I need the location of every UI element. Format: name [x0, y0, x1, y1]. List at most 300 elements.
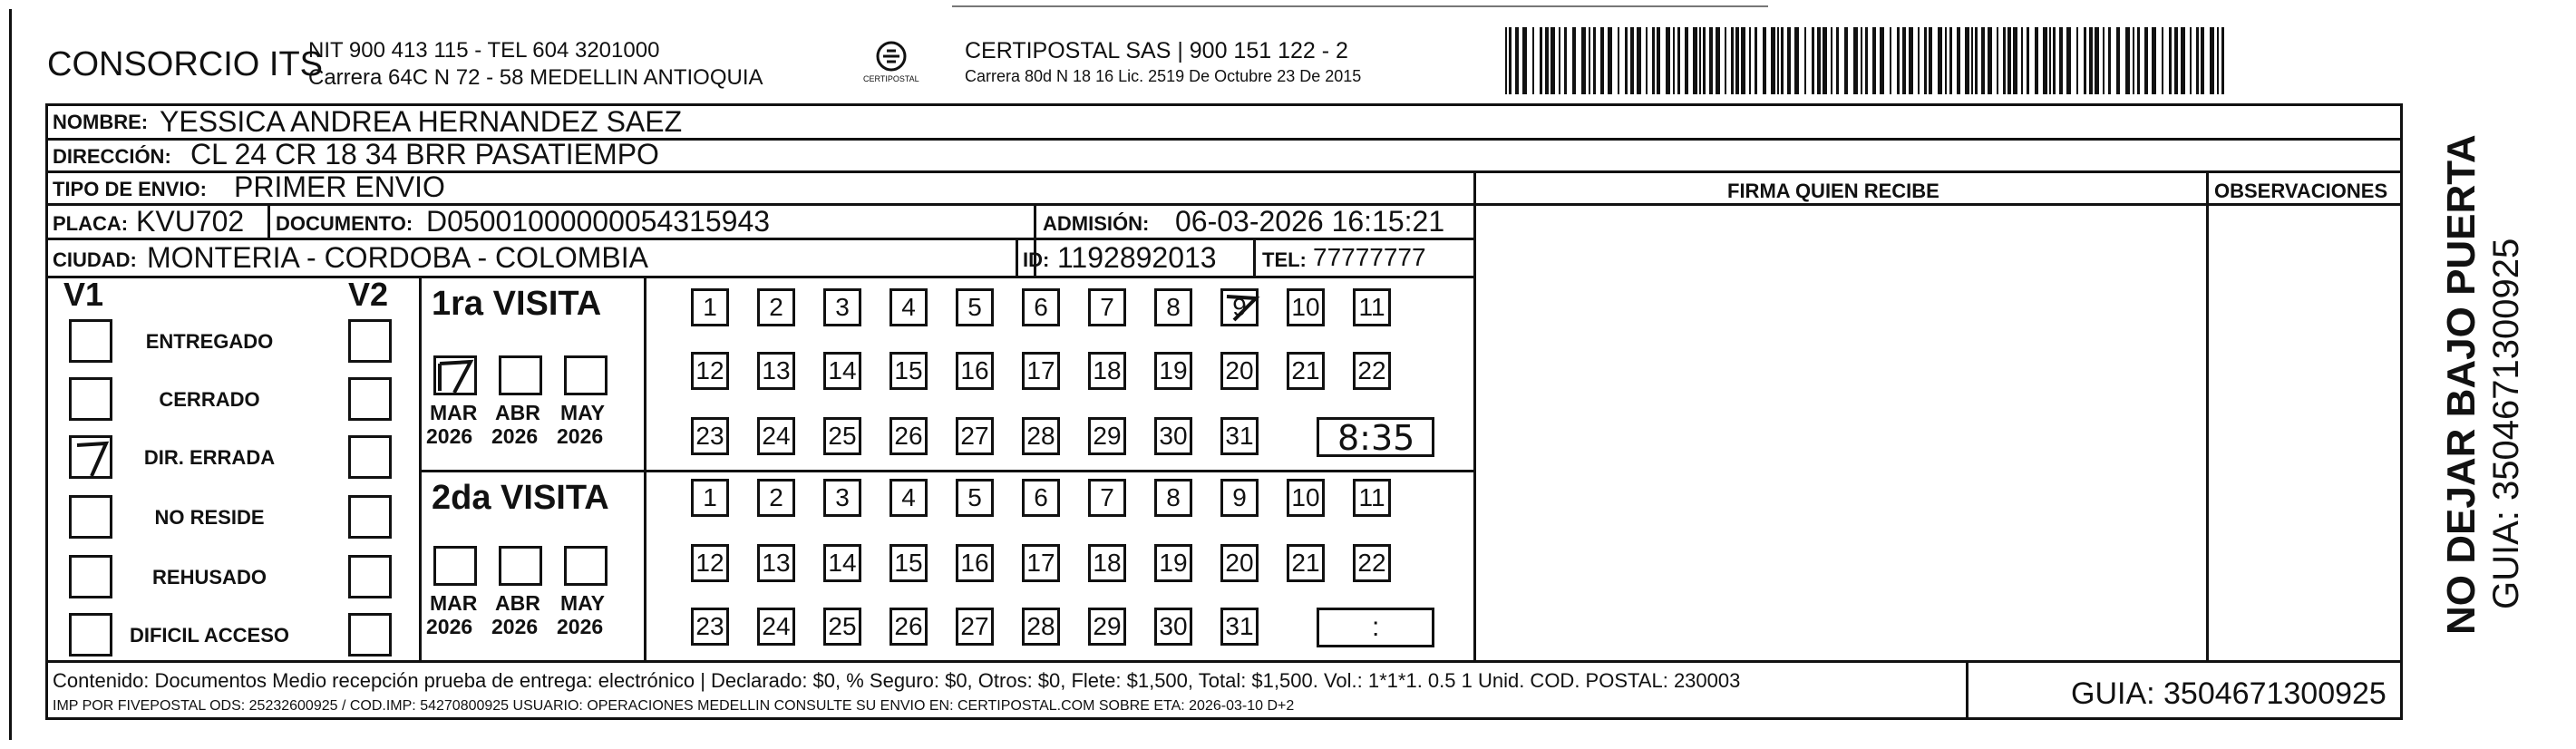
barcode-bar	[1559, 27, 1560, 94]
first-visit-day[interactable]	[1088, 288, 1126, 326]
day-number: 9	[1232, 293, 1247, 321]
barcode-bar	[1564, 27, 1567, 94]
day-number: 11	[1358, 483, 1385, 511]
barcode-bar	[1703, 27, 1706, 94]
barcode-bar	[1823, 27, 1827, 94]
first-visit-day[interactable]	[889, 417, 928, 455]
second-visit-day[interactable]	[1154, 479, 1192, 517]
barcode-bar	[2196, 27, 2199, 94]
id-number: 1192892013	[1057, 241, 1217, 274]
barcode-bar	[1981, 27, 1985, 94]
barcode-bar	[2053, 27, 2056, 94]
day-number: 9	[1232, 483, 1247, 511]
barcode-bar	[2007, 27, 2011, 94]
first-visit-time: 8:35	[1337, 418, 1415, 458]
barcode-bar	[1515, 27, 1519, 94]
first-visit-day[interactable]	[1220, 352, 1259, 390]
v2-checkbox[interactable]	[348, 435, 392, 479]
visit-divider	[419, 470, 1473, 472]
month-check-mark	[436, 358, 476, 394]
signature-header: FIRMA QUIEN RECIBE	[1727, 180, 1939, 202]
second-visit-day[interactable]	[757, 479, 795, 517]
day-number: 25	[828, 422, 857, 450]
second-visit-day[interactable]	[757, 544, 795, 582]
barcode-bar	[1949, 27, 1952, 94]
second-visit-day[interactable]	[1088, 479, 1126, 517]
barcode-bar	[1902, 27, 1906, 94]
barcode-bar	[1755, 27, 1757, 94]
day-number: 25	[828, 612, 857, 640]
month-checkbox[interactable]	[564, 546, 608, 586]
barcode-bar	[1897, 27, 1900, 94]
barcode-bar	[1709, 27, 1713, 94]
second-visit-day[interactable]	[691, 608, 729, 646]
barcode-bar	[1699, 27, 1701, 94]
barcode-bar	[2076, 27, 2078, 94]
second-visit-day[interactable]	[757, 608, 795, 646]
side-guia: GUIA: 3504671300925	[2486, 238, 2526, 609]
print-line: IMP POR FIVEPOSTAL ODS: 25232600925 / COD.IMP: 54270800925 USUARIO: OPERACIONES MEDELLIN CONSULTE SU ENVIO EN: CERTIPOSTAL.COM SOBRE ETA: 2026-03-10 D+2	[53, 698, 1295, 714]
year-label: 2026	[426, 615, 473, 638]
second-visit-day[interactable]	[1220, 544, 1259, 582]
barcode-bar	[1924, 27, 1927, 94]
barcode-bar	[2003, 27, 2006, 94]
first-visit-day[interactable]	[1022, 352, 1060, 390]
barcode-bar	[1853, 27, 1858, 94]
content-line: Contenido: Documentos Medio recepción prueba de entrega: electrónico | Declarado: $0, % Seguro: $0, Otros: $0, Flete: $1,500, Total: $1,500. Vol.: 1*1*1. 0.5 1 Unid. COD. POSTAL: 230003	[53, 669, 1741, 692]
barcode-bar	[1988, 27, 1992, 94]
second-visit-day[interactable]	[889, 544, 928, 582]
barcode-bar	[1540, 27, 1542, 94]
barcode-bar	[1965, 27, 1969, 94]
barcode-bar	[1880, 27, 1884, 94]
day-number: 26	[894, 422, 923, 450]
day-number: 2	[769, 483, 783, 511]
barcode-bar	[1625, 27, 1628, 94]
company-address: Carrera 64C N 72 - 58 MEDELLIN ANTIOQUIA	[308, 65, 763, 90]
barcode-bar	[2217, 27, 2219, 94]
barcode-bar	[1945, 27, 1947, 94]
barcode-bar	[1652, 27, 1655, 94]
barcode-bar	[1957, 27, 1960, 94]
barcode	[1505, 27, 2231, 94]
second-visit-day[interactable]	[823, 544, 861, 582]
month-checkbox[interactable]	[564, 355, 608, 395]
month-label: ABR	[495, 591, 540, 615]
day-number: 14	[828, 356, 857, 384]
day-number: 13	[762, 356, 791, 384]
day-number: 18	[1093, 549, 1122, 577]
month-checkbox[interactable]	[499, 546, 542, 586]
status-label: REHUSADO	[152, 566, 267, 588]
day-number: 21	[1291, 549, 1320, 577]
v2-checkbox[interactable]	[348, 555, 392, 598]
day-number: 2	[769, 293, 783, 321]
day-number: 26	[894, 612, 923, 640]
second-visit-time-box[interactable]	[1317, 608, 1434, 647]
barcode-bar	[2084, 27, 2086, 94]
barcode-bar	[2049, 27, 2051, 94]
barcode-bar	[1550, 27, 1555, 94]
v2-checkbox[interactable]	[348, 319, 392, 363]
barcode-bar	[2221, 27, 2224, 94]
first-visit-day[interactable]	[1353, 288, 1391, 326]
barcode-bar	[1844, 27, 1848, 94]
day-number: 3	[835, 483, 850, 511]
day-number: 17	[1026, 356, 1055, 384]
second-visit-day[interactable]	[1220, 608, 1259, 646]
second-visit-day[interactable]	[1287, 479, 1325, 517]
month-checkbox[interactable]	[433, 546, 477, 586]
document-label: DOCUMENTO:	[276, 212, 413, 235]
month-checkbox[interactable]	[499, 355, 542, 395]
first-visit-day[interactable]	[691, 417, 729, 455]
top-edge-line	[952, 5, 1768, 7]
day-number: 31	[1225, 422, 1254, 450]
barcode-bar	[2013, 27, 2017, 94]
year-label: 2026	[557, 615, 604, 638]
barcode-bar	[2162, 27, 2163, 94]
v2-checkbox[interactable]	[348, 495, 392, 539]
barcode-bar	[1666, 27, 1670, 94]
barcode-bar	[1532, 27, 1534, 94]
second-visit-day[interactable]	[1088, 544, 1126, 582]
barcode-bar	[1725, 27, 1726, 94]
day-number: 23	[695, 612, 724, 640]
barcode-bar	[1572, 27, 1576, 94]
barcode-bar	[1794, 27, 1799, 94]
barcode-bar	[2066, 27, 2071, 94]
day-number: 15	[894, 549, 923, 577]
first-visit-day[interactable]	[1220, 288, 1259, 326]
no-dejar-notice: NO DEJAR BAJO PUERTA	[2439, 134, 2484, 635]
barcode-bar	[1771, 27, 1775, 94]
day-number: 10	[1291, 483, 1320, 511]
tel-number: 77777777	[1313, 243, 1426, 271]
barcode-bar	[2095, 27, 2099, 94]
day-number: 6	[1034, 293, 1048, 321]
day-number: 12	[695, 356, 724, 384]
second-visit-day[interactable]	[956, 544, 994, 582]
barcode-bar	[1918, 27, 1920, 94]
first-visit-time-box[interactable]	[1317, 417, 1434, 457]
day-number: 1	[703, 293, 717, 321]
barcode-bar	[2169, 27, 2172, 94]
status-label: ENTREGADO	[145, 330, 274, 353]
barcode-bar	[1505, 27, 1507, 94]
footer-guia: GUIA: 3504671300925	[2071, 676, 2386, 711]
barcode-bar	[2116, 27, 2120, 94]
barcode-bar	[2210, 27, 2214, 94]
year-label: 2026	[491, 424, 539, 448]
barcode-bar	[2027, 27, 2029, 94]
v2-label: V2	[348, 276, 389, 313]
day-number: 31	[1225, 612, 1254, 640]
barcode-bar	[1831, 27, 1832, 94]
second-visit-day[interactable]	[823, 479, 861, 517]
day-number: 15	[894, 356, 923, 384]
v2-checkbox[interactable]	[348, 377, 392, 421]
col-line	[644, 276, 646, 662]
document-number: D05001000000054315943	[426, 205, 771, 238]
second-visit-day[interactable]	[1022, 544, 1060, 582]
day-number: 28	[1026, 422, 1055, 450]
barcode-bar	[1735, 27, 1739, 94]
day-number: 27	[960, 422, 989, 450]
barcode-bar	[2137, 27, 2140, 94]
tel-label: TEL:	[1262, 248, 1307, 271]
year-label: 2026	[426, 424, 473, 448]
logo-text: CERTIPOSTAL	[863, 74, 919, 83]
observations-area[interactable]	[2209, 206, 2401, 659]
second-visit-day[interactable]	[1088, 608, 1126, 646]
day-number: 11	[1358, 293, 1385, 321]
first-visit-day[interactable]	[1287, 288, 1325, 326]
company-name: CONSORCIO ITS	[47, 45, 324, 83]
second-visit-day[interactable]	[1154, 544, 1192, 582]
barcode-bar	[2103, 27, 2105, 94]
second-visit-day[interactable]	[823, 608, 861, 646]
barcode-bar	[1836, 27, 1839, 94]
first-visit-day[interactable]	[1154, 352, 1192, 390]
second-visit-day[interactable]	[691, 479, 729, 517]
first-visit-title: 1ra VISITA	[432, 285, 602, 323]
barcode-bar	[1581, 27, 1586, 94]
day-number: 20	[1225, 549, 1254, 577]
second-visit-day[interactable]	[691, 544, 729, 582]
second-visit-day[interactable]	[889, 479, 928, 517]
barcode-bar	[1890, 27, 1891, 94]
barcode-bar	[1741, 27, 1745, 94]
barcode-bar	[1817, 27, 1821, 94]
barcode-bar	[1804, 27, 1806, 94]
barcode-bar	[2152, 27, 2156, 94]
day-number: 3	[835, 293, 850, 321]
barcode-bar	[1777, 27, 1779, 94]
barcode-bar	[2133, 27, 2134, 94]
barcode-bar	[1731, 27, 1734, 94]
send-type: PRIMER ENVIO	[234, 170, 445, 203]
col-line	[267, 203, 270, 239]
barcode-bar	[2035, 27, 2038, 94]
first-visit-day[interactable]	[691, 288, 729, 326]
first-visit-day[interactable]	[757, 417, 795, 455]
status-label: DIFICIL ACCESO	[129, 624, 289, 647]
col-line	[1016, 238, 1018, 277]
day-number: 14	[828, 549, 857, 577]
city-label: CIUDAD:	[53, 248, 137, 271]
col-line	[419, 276, 422, 662]
send-type-label: TIPO DE ENVIO:	[53, 178, 207, 200]
certipostal-line: CERTIPOSTAL SAS | 900 151 122 - 2	[965, 38, 1348, 63]
barcode-bar	[1608, 27, 1612, 94]
status-label: CERRADO	[159, 388, 260, 411]
certipostal-logo	[860, 38, 923, 92]
address-label: DIRECCIÓN:	[53, 145, 171, 168]
col-line	[1253, 238, 1256, 277]
first-visit-day[interactable]	[889, 352, 928, 390]
barcode-bar	[1971, 27, 1973, 94]
barcode-bar	[2144, 27, 2148, 94]
barcode-bar	[1685, 27, 1688, 94]
day-number: 8	[1166, 293, 1181, 321]
nit-line: NIT 900 413 115 - TEL 604 3201000	[308, 38, 660, 63]
second-visit-day[interactable]	[889, 608, 928, 646]
recipient-address: CL 24 CR 18 34 BRR PASATIEMPO	[190, 138, 659, 170]
barcode-bar	[1522, 27, 1527, 94]
barcode-bar	[2181, 27, 2185, 94]
barcode-bar	[2043, 27, 2047, 94]
first-visit-day[interactable]	[823, 352, 861, 390]
first-visit-day[interactable]	[1088, 352, 1126, 390]
barcode-bar	[2125, 27, 2130, 94]
day-number: 4	[901, 483, 916, 511]
second-visit-day[interactable]	[956, 608, 994, 646]
first-visit-day[interactable]	[889, 288, 928, 326]
first-visit-day[interactable]	[757, 352, 795, 390]
day-number: 10	[1291, 293, 1320, 321]
day-number: 24	[762, 612, 791, 640]
day-number: 12	[695, 549, 724, 577]
day-number: 20	[1225, 356, 1254, 384]
first-visit-day[interactable]	[1353, 352, 1391, 390]
day-number: 13	[762, 549, 791, 577]
second-visit-title: 2da VISITA	[432, 479, 609, 517]
first-visit-day[interactable]	[823, 417, 861, 455]
year-label: 2026	[491, 615, 539, 638]
month-label: MAR	[430, 401, 478, 424]
barcode-bar	[1975, 27, 1978, 94]
admission-label: ADMISIÓN:	[1043, 212, 1150, 235]
barcode-bar	[1938, 27, 1942, 94]
barcode-bar	[1787, 27, 1791, 94]
day-number: 19	[1159, 549, 1188, 577]
day-check-mark	[1221, 289, 1261, 326]
day-number: 17	[1026, 549, 1055, 577]
v1-label: V1	[63, 276, 104, 313]
day-number: 23	[695, 422, 724, 450]
day-number: 30	[1159, 422, 1188, 450]
barcode-bar	[1657, 27, 1660, 94]
day-number: 7	[1100, 483, 1114, 511]
second-visit-day[interactable]	[956, 479, 994, 517]
day-number: 16	[960, 356, 989, 384]
first-visit-day[interactable]	[1088, 417, 1126, 455]
barcode-bar	[1600, 27, 1604, 94]
barcode-bar	[1861, 27, 1862, 94]
day-number: 22	[1357, 356, 1386, 384]
status-label: DIR. ERRADA	[143, 446, 276, 469]
month-checkbox[interactable]	[433, 355, 477, 395]
second-visit-day[interactable]	[1287, 544, 1325, 582]
barcode-bar	[1929, 27, 1932, 94]
day-number: 4	[901, 293, 916, 321]
day-number: 7	[1100, 293, 1114, 321]
second-visit-day[interactable]	[1353, 479, 1391, 517]
barcode-bar	[1749, 27, 1751, 94]
barcode-bar	[1589, 27, 1590, 94]
barcode-bar	[1693, 27, 1697, 94]
second-visit-day[interactable]	[1220, 479, 1259, 517]
admission-date: 06-03-2026 16:15:21	[1175, 205, 1445, 238]
day-number: 29	[1093, 612, 1122, 640]
status-label: NO RESIDE	[154, 506, 265, 529]
barcode-bar	[1781, 27, 1784, 94]
row-line	[45, 276, 1473, 278]
row-line	[45, 660, 2403, 663]
day-number: 5	[967, 293, 982, 321]
first-visit-day[interactable]	[823, 288, 861, 326]
day-number: 19	[1159, 356, 1188, 384]
city: MONTERIA - CORDOBA - COLOMBIA	[147, 241, 648, 274]
barcode-bar	[1677, 27, 1680, 94]
barcode-bar	[2108, 27, 2111, 94]
barcode-bar	[2089, 27, 2093, 94]
first-visit-day[interactable]	[691, 352, 729, 390]
barcode-bar	[2174, 27, 2178, 94]
observations-header: OBSERVACIONES	[2214, 180, 2388, 202]
barcode-bar	[1637, 27, 1641, 94]
day-number: 27	[960, 612, 989, 640]
first-visit-day[interactable]	[956, 352, 994, 390]
day-number: 16	[960, 549, 989, 577]
day-number: 18	[1093, 356, 1122, 384]
first-visit-day[interactable]	[757, 288, 795, 326]
second-visit-day[interactable]	[1353, 544, 1391, 582]
barcode-bar	[1545, 27, 1549, 94]
barcode-bar	[1763, 27, 1766, 94]
certipostal-address: Carrera 80d N 18 16 Lic. 2519 De Octubre 23 De 2015	[965, 67, 1362, 85]
barcode-bar	[1872, 27, 1876, 94]
barcode-bar	[2021, 27, 2023, 94]
month-label: MAY	[560, 401, 605, 424]
id-label: ID:	[1023, 248, 1050, 271]
barcode-bar	[1618, 27, 1619, 94]
barcode-bar	[1646, 27, 1648, 94]
first-visit-day[interactable]	[1022, 417, 1060, 455]
first-visit-day[interactable]	[1154, 417, 1192, 455]
day-number: 30	[1159, 612, 1188, 640]
second-visit-day[interactable]	[1022, 608, 1060, 646]
recipient-name: YESSICA ANDREA HERNANDEZ SAEZ	[160, 105, 683, 138]
first-visit-day[interactable]	[956, 417, 994, 455]
second-visit-day[interactable]	[1154, 608, 1192, 646]
barcode-bar	[1997, 27, 1998, 94]
day-number: 29	[1093, 422, 1122, 450]
year-label: 2026	[557, 424, 604, 448]
second-visit-day[interactable]	[1022, 479, 1060, 517]
v2-checkbox[interactable]	[348, 613, 392, 657]
day-number: 6	[1034, 483, 1048, 511]
day-number: 5	[967, 483, 982, 511]
first-visit-day[interactable]	[956, 288, 994, 326]
first-visit-day[interactable]	[1287, 352, 1325, 390]
name-label: NOMBRE:	[53, 111, 149, 133]
first-visit-day[interactable]	[1220, 417, 1259, 455]
barcode-bar	[1509, 27, 1512, 94]
month-label: ABR	[495, 401, 540, 424]
first-visit-day[interactable]	[1022, 288, 1060, 326]
first-visit-day[interactable]	[1154, 288, 1192, 326]
barcode-bar	[1630, 27, 1634, 94]
month-label: MAR	[430, 591, 478, 615]
plate-label: PLACA:	[53, 212, 129, 235]
month-label: MAY	[560, 591, 605, 615]
day-number: 1	[703, 483, 717, 511]
barcode-bar	[2190, 27, 2192, 94]
signature-area[interactable]	[1476, 206, 2205, 659]
barcode-bar	[1812, 27, 1814, 94]
